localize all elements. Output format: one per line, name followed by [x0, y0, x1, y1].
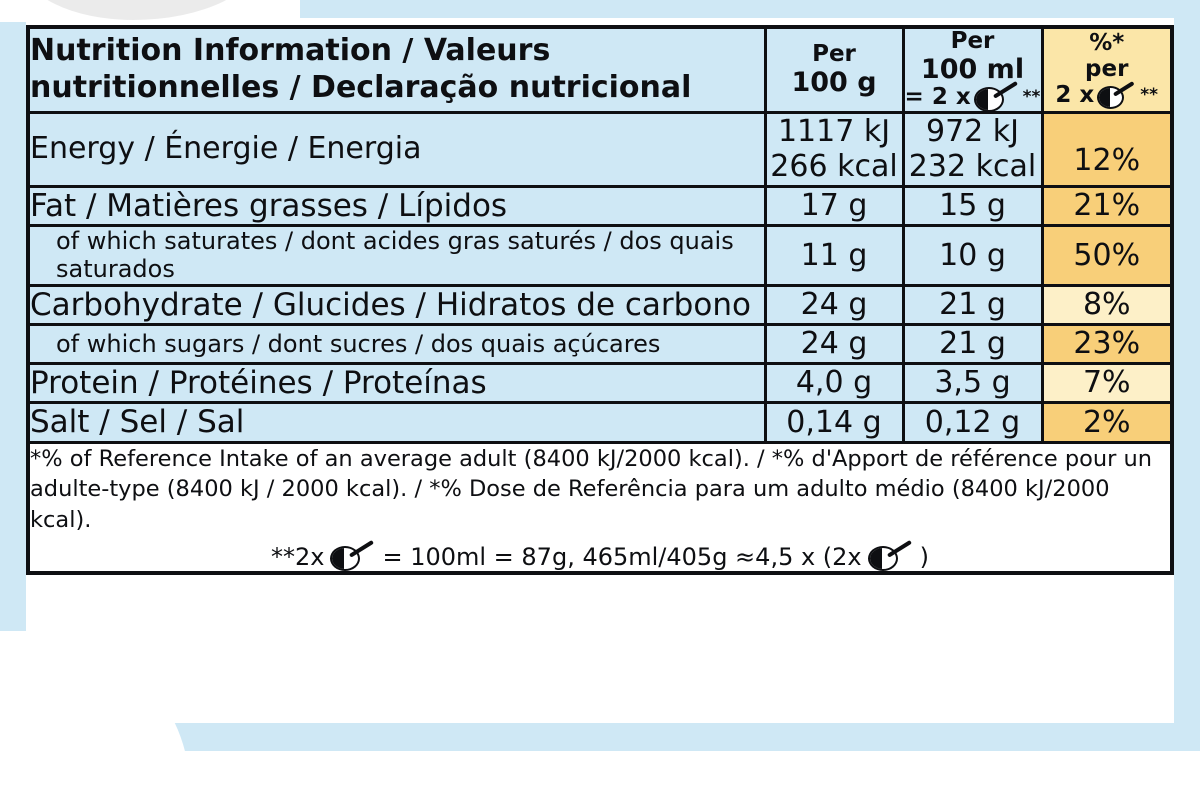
row-value-percent: 2% — [1042, 403, 1170, 443]
header-per-100ml — [903, 29, 1042, 112]
header-percent-2x: 2 x — [1055, 81, 1095, 108]
header-per-100ml-line1: Per — [950, 28, 995, 54]
row-value-100g: 24 g — [765, 325, 903, 363]
row-label: Protein / Protéines / Proteínas — [30, 363, 765, 403]
footnote-serving-equivalence — [30, 543, 1170, 571]
row-value-100ml: 21 g — [903, 285, 1042, 325]
row-label: Fat / Matières grasses / Lípidos — [30, 186, 765, 226]
row-label: Carbohydrate / Glucides / Hidratos de carbono — [30, 285, 765, 325]
table-row — [30, 403, 1170, 443]
row-value-100g: 24 g — [765, 285, 903, 325]
spoon-icon — [868, 545, 914, 569]
row-value-100ml: 10 g — [903, 226, 1042, 286]
row-value-100ml: 21 g — [903, 325, 1042, 363]
row-label: of which saturates / dont acides gras saturés / dos quais saturados — [30, 226, 765, 286]
footnote-cell — [30, 442, 1170, 571]
row-value-100g-kcal: 266 kcal — [770, 149, 898, 185]
row-value-100g: 4,0 g — [765, 363, 903, 403]
row-value-100ml — [903, 112, 1042, 186]
footnote-serving-prefix: **2x — [270, 542, 325, 571]
table-row — [30, 226, 1170, 286]
header-title-line1: Nutrition Information / Valeurs — [30, 33, 551, 69]
header-per-100g-line2: 100 g — [791, 66, 877, 98]
spoon-icon — [1097, 85, 1137, 107]
table-row — [30, 112, 1170, 186]
header-per-100ml-equals-2x: = 2 x — [904, 83, 971, 110]
table-header-row — [30, 29, 1170, 112]
table-row — [30, 285, 1170, 325]
nutrition-panel — [26, 25, 1174, 575]
row-label: Energy / Énergie / Energia — [30, 112, 765, 186]
header-percent-ri — [1042, 29, 1170, 112]
row-value-100ml-kj: 972 kJ — [925, 113, 1020, 149]
header-percent-line2: per — [1085, 55, 1129, 82]
footnote-row — [30, 442, 1170, 571]
row-value-100g: 0,14 g — [765, 403, 903, 443]
row-value-percent: 8% — [1042, 285, 1170, 325]
row-value-100ml: 3,5 g — [903, 363, 1042, 403]
nutrition-table — [30, 29, 1170, 571]
header-per-100g — [765, 29, 903, 112]
row-value-100ml-kcal: 232 kcal — [908, 149, 1037, 185]
table-row — [30, 325, 1170, 363]
row-value-100ml: 15 g — [903, 186, 1042, 226]
row-value-percent: 23% — [1042, 325, 1170, 363]
spoon-icon — [974, 86, 1020, 110]
header-percent-asterisks: ** — [1140, 85, 1159, 106]
header-per-100g-line1: Per — [812, 40, 856, 67]
header-title-line2: nutritionnelles / Declaração nutricional — [30, 69, 692, 105]
row-value-percent: 12% — [1042, 112, 1170, 186]
footnote-reference-intake-line2: adulte-type (8400 kJ / 2000 kcal). / *% Dose de Referência para um adulto médio (8400 kJ/2000 kcal). — [30, 476, 1110, 533]
header-title-cell — [30, 29, 765, 112]
row-value-percent: 7% — [1042, 363, 1170, 403]
table-row — [30, 186, 1170, 226]
row-value-percent: 50% — [1042, 226, 1170, 286]
footnote-serving-middle: = 100ml = 87g, 465ml/405g ≈4,5 x (2x — [382, 542, 862, 571]
row-label: Salt / Sel / Sal — [30, 403, 765, 443]
row-value-100g: 17 g — [765, 186, 903, 226]
header-percent-line1: %* — [1089, 30, 1125, 57]
footnote-reference-intake-line1: *% of Reference Intake of an average adult (8400 kJ/2000 kcal). / *% d'Apport de référence pour un — [30, 445, 1153, 472]
row-value-100g-kj: 1117 kJ — [777, 113, 891, 149]
table-row — [30, 363, 1170, 403]
footnote-serving-suffix: ) — [919, 542, 930, 571]
header-per-100ml-line2: 100 ml — [920, 53, 1025, 85]
row-value-100g: 11 g — [765, 226, 903, 286]
header-per-100ml-asterisks: ** — [1022, 87, 1041, 108]
header-per-100ml-spoon-line — [905, 85, 1041, 111]
header-percent-spoon-line — [1044, 83, 1171, 109]
row-value-percent: 21% — [1042, 186, 1170, 226]
spoon-icon — [330, 545, 376, 569]
row-label: of which sugars / dont sucres / dos quais açúcares — [30, 325, 765, 363]
row-value-100ml: 0,12 g — [903, 403, 1042, 443]
row-value-100g — [765, 112, 903, 186]
